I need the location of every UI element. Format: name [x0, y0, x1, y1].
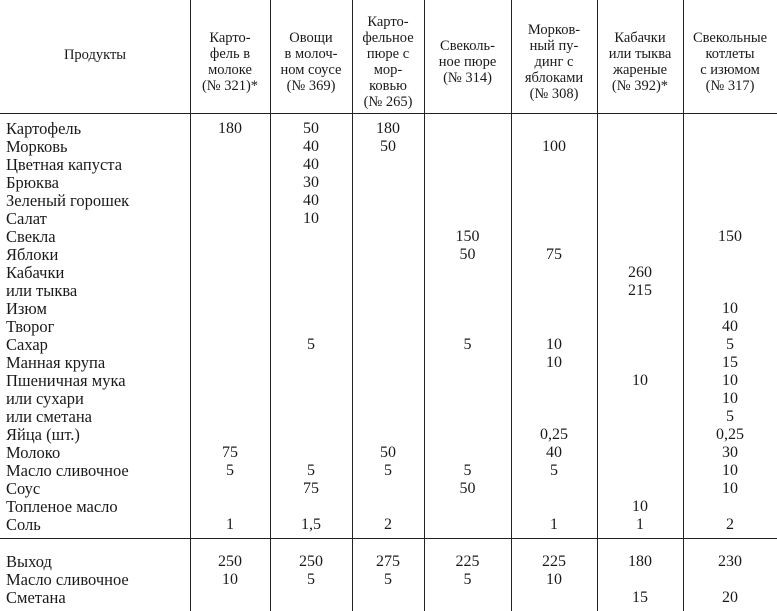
- cell-value: 10: [546, 336, 562, 353]
- cell-value: 10: [546, 354, 562, 371]
- cell-value: 40: [303, 156, 319, 173]
- cell-value: 10: [722, 372, 738, 389]
- cell-value: 10: [722, 480, 738, 497]
- cell-value: 50: [303, 120, 319, 137]
- cell-value: 1: [226, 516, 234, 533]
- cell-value: 5: [307, 571, 315, 588]
- cell-value: 5: [307, 336, 315, 353]
- row-label: Масло сливочное: [6, 461, 129, 480]
- cell-value: 5: [384, 462, 392, 479]
- row-label: Салат: [6, 209, 47, 228]
- row-label: Картофель: [6, 119, 82, 138]
- column-header: Свеколь- ное пюре (№ 314): [438, 37, 497, 86]
- cell-value: 15: [722, 354, 738, 371]
- row-label: или сухари: [6, 389, 84, 408]
- header-products: Продукты: [63, 47, 127, 63]
- cell-value: 1: [636, 516, 644, 533]
- footer-rule: [0, 538, 777, 539]
- cell-value: 5: [726, 336, 734, 353]
- row-label: Сметана: [6, 588, 66, 607]
- cell-value: 250: [299, 553, 323, 570]
- cell-value: 5: [463, 462, 472, 479]
- row-label: или тыква: [6, 281, 78, 300]
- cell-value: 10: [303, 210, 319, 227]
- row-label: Манная крупа: [6, 353, 106, 372]
- row-label: Изюм: [6, 299, 47, 318]
- row-label: Яйца (шт.): [6, 425, 80, 444]
- row-label: Кабачки: [6, 263, 65, 282]
- cell-value: 40: [546, 444, 562, 461]
- cell-value: 5: [726, 408, 734, 425]
- cell-value: 150: [718, 228, 742, 245]
- row-label: Масло сливочное: [6, 570, 129, 589]
- cell-value: 260: [628, 264, 652, 281]
- row-label: Брюква: [6, 173, 59, 192]
- column-header: Свекольные котлеты с изюмом (№ 317): [692, 29, 768, 94]
- row-label: Молоко: [6, 443, 61, 462]
- cell-value: 5: [226, 462, 234, 479]
- cell-value: 215: [628, 282, 652, 299]
- row-label: или сметана: [6, 407, 92, 426]
- cell-value: 50: [459, 480, 476, 497]
- cell-value: 5: [550, 462, 558, 479]
- cell-value: 180: [628, 553, 652, 570]
- cell-value: 50: [459, 246, 476, 263]
- row-label: Пшеничная мука: [6, 371, 126, 390]
- cell-value: 10: [632, 498, 648, 515]
- row-label: Цветная капуста: [6, 155, 123, 174]
- row-label: Сахар: [6, 335, 48, 354]
- cell-value: 180: [218, 120, 242, 137]
- cell-value: 50: [380, 138, 396, 155]
- cell-value: 0,25: [716, 426, 744, 443]
- row-label: Творог: [6, 317, 55, 336]
- cell-value: 250: [218, 553, 242, 570]
- cell-value: 150: [455, 228, 480, 245]
- cell-value: 40: [722, 318, 738, 335]
- cell-value: 50: [380, 444, 396, 461]
- row-label: Выход: [6, 552, 52, 571]
- cell-value: 15: [632, 589, 648, 606]
- cell-value: 2: [726, 516, 734, 533]
- row-label: Морковь: [6, 137, 68, 156]
- cell-value: 5: [307, 462, 315, 479]
- cell-value: 40: [303, 192, 319, 209]
- cell-value: 20: [722, 589, 738, 606]
- cell-value: 10: [222, 571, 238, 588]
- cell-value: 230: [718, 553, 742, 570]
- cell-value: 225: [542, 553, 566, 570]
- cell-value: 5: [463, 571, 472, 588]
- header-rule: [0, 113, 777, 114]
- cell-value: 40: [303, 138, 319, 155]
- row-label: Топленое масло: [6, 497, 118, 516]
- column-divider: [424, 0, 425, 611]
- cell-value: 75: [546, 246, 562, 263]
- cell-value: 180: [376, 120, 400, 137]
- cell-value: 5: [463, 336, 472, 353]
- column-header: Морков- ный пу- динг с яблоками (№ 308): [524, 21, 584, 102]
- row-label: Яблоки: [6, 245, 59, 264]
- column-header: Карто- фель в молоке (№ 321)*: [201, 29, 259, 94]
- cell-value: 10: [722, 462, 738, 479]
- column-header: Карто- фельное пюре с мор- ковью (№ 265): [362, 13, 414, 110]
- cell-value: 0,25: [540, 426, 568, 443]
- cell-value: 2: [384, 516, 392, 533]
- row-label: Зеленый горошек: [6, 191, 130, 210]
- cell-value: 30: [303, 174, 319, 191]
- cell-value: 10: [722, 300, 738, 317]
- column-header: Овощи в молоч- ном соусе (№ 369): [280, 29, 342, 94]
- cell-value: 275: [376, 553, 400, 570]
- cell-value: 100: [542, 138, 566, 155]
- cell-value: 5: [384, 571, 392, 588]
- cell-value: 10: [546, 571, 562, 588]
- cell-value: 75: [222, 444, 238, 461]
- cell-value: 75: [303, 480, 319, 497]
- row-label: Соль: [6, 515, 41, 534]
- cell-value: 10: [722, 390, 738, 407]
- cell-value: 225: [455, 553, 480, 570]
- row-label: Свекла: [6, 227, 56, 246]
- column-header: Кабачки или тыква жареные (№ 392)*: [608, 29, 672, 94]
- cell-value: 1,5: [301, 516, 321, 533]
- row-label: Соус: [6, 479, 41, 498]
- cell-value: 10: [632, 372, 648, 389]
- cell-value: 1: [550, 516, 558, 533]
- cell-value: 30: [722, 444, 738, 461]
